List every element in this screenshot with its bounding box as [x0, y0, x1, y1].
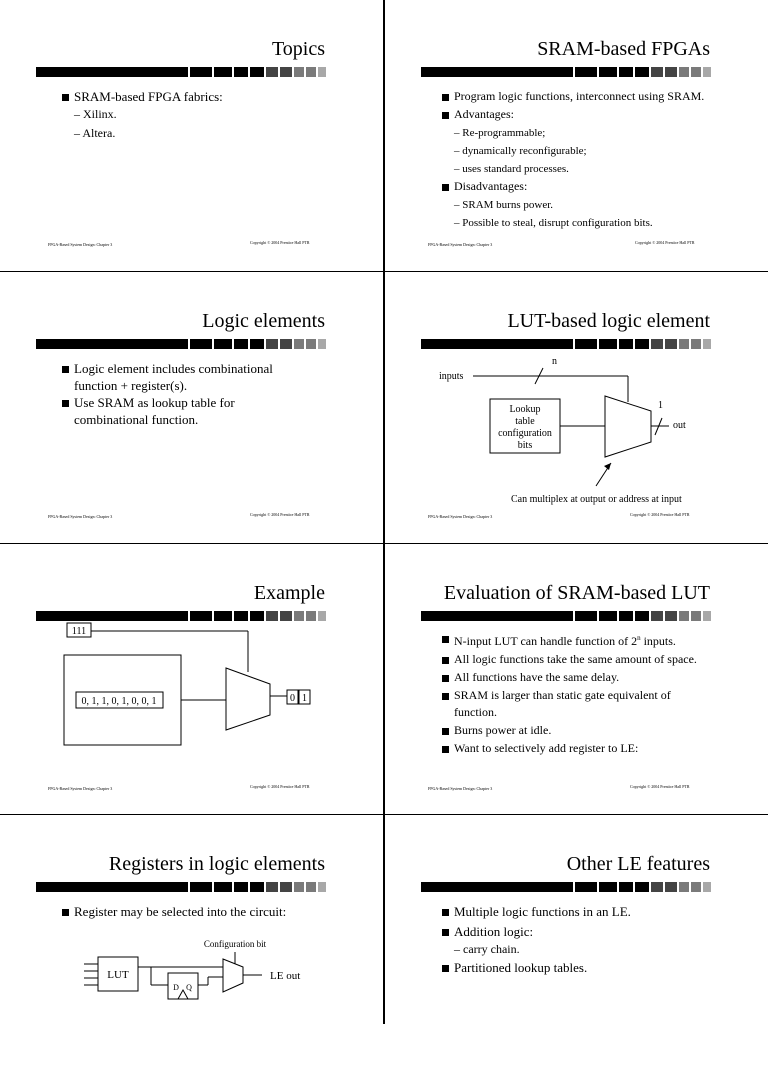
title-bar — [36, 339, 326, 349]
bullet-list — [442, 903, 732, 976]
box-line: table — [515, 416, 535, 427]
sub-item: – SRAM burns power. — [454, 199, 554, 211]
bullet-item: Register may be selected into the circuit: — [62, 903, 352, 920]
box-line: configuration — [498, 428, 552, 439]
bullet-item: Partitioned lookup tables. — [442, 959, 732, 976]
slide-sram-based-fpgas — [385, 0, 768, 270]
title-bar-segment — [214, 67, 232, 77]
out-value-1: 1 — [302, 693, 307, 704]
out-value-0: 0 — [290, 693, 295, 704]
slide-title: Topics — [271, 38, 325, 60]
footer-left: FPGA-Based System Design: Chapter 3 — [428, 786, 493, 791]
bullet-list — [62, 88, 352, 143]
title-bar-segment — [703, 67, 711, 77]
slide-other-le-features — [385, 815, 768, 1085]
sub-item: – Possible to steal, disrupt configuration bits. — [454, 217, 653, 229]
sub-item: – uses standard processes. — [454, 163, 569, 175]
title-bar-segment — [190, 67, 212, 77]
title-bar-segment — [679, 67, 689, 77]
footer-right: Copyright © 2004 Prentice Hall PTR — [630, 512, 690, 517]
title-bar-segment — [575, 611, 597, 621]
title-bar-segment — [575, 882, 597, 892]
slide-title: Example — [253, 582, 325, 604]
bullet-item: Program logic functions, interconnect using SRAM. — [442, 88, 712, 105]
title-bar-segment — [665, 882, 677, 892]
superscript: n — [637, 634, 641, 642]
title-bar-segment — [651, 611, 663, 621]
inputs-label: inputs — [439, 371, 464, 382]
title-bar-segment — [599, 882, 617, 892]
d-label: D — [173, 983, 179, 992]
title-bar-segment — [318, 67, 326, 77]
title-bar-segment — [306, 67, 316, 77]
bullet-item: Multiple logic functions in an LE. — [442, 903, 732, 920]
lut-diagram — [385, 272, 768, 542]
footer-right: Copyright © 2004 Prentice Hall PTR — [250, 240, 310, 245]
contents-label: 0, 1, 1, 0, 1, 0, 0, 1 — [81, 696, 157, 707]
title-bar-segment — [665, 611, 677, 621]
title-bar-segment — [421, 882, 573, 892]
title-bar — [36, 67, 326, 77]
box-line: bits — [517, 440, 533, 451]
footer-left: FPGA-Based System Design: Chapter 3 — [48, 786, 113, 791]
bullet-item: Addition logic: — [442, 923, 732, 940]
bullet-text: N-input LUT can handle function of 2 — [454, 634, 638, 648]
footer-left: FPGA-Based System Design: Chapter 3 — [48, 514, 113, 519]
title-bar-segment — [703, 882, 711, 892]
title-bar-segment — [599, 611, 617, 621]
title-bar-segment — [294, 67, 304, 77]
bullet-item: Logic element includes combinational function + register(s). — [62, 360, 302, 394]
title-bar-segment — [635, 882, 649, 892]
title-bar-segment — [635, 67, 649, 77]
title-bar-segment — [691, 882, 701, 892]
out-label: out — [673, 420, 686, 431]
footer-right: Copyright © 2004 Prentice Hall PTR — [630, 784, 690, 789]
title-bar — [421, 882, 711, 892]
bullet-item: All logic functions take the same amount of space. — [442, 651, 712, 668]
slide-title: Other LE features — [566, 853, 710, 875]
title-bar-segment — [190, 339, 212, 349]
bullet-item — [442, 630, 712, 650]
sub-item: – dynamically reconfigurable; — [454, 145, 587, 157]
title-bar-segment — [266, 339, 278, 349]
bullet-list — [62, 360, 302, 428]
config-bit-label: Configuration bit — [203, 939, 267, 949]
slide-registers-in-logic-elements — [0, 815, 383, 1085]
title-bar-segment — [280, 339, 292, 349]
multiplexer — [223, 959, 243, 992]
multiplexer — [605, 396, 651, 457]
title-bar-segment — [619, 882, 633, 892]
title-bar-segment — [679, 882, 689, 892]
title-bar-segment — [214, 339, 232, 349]
lut-label: LUT — [107, 969, 129, 981]
slide-evaluation-of-sram-based-lut — [385, 544, 768, 814]
title-bar-segment — [421, 611, 573, 621]
title-bar-segment — [250, 67, 264, 77]
title-bar-segment — [679, 611, 689, 621]
slide-logic-elements — [0, 272, 383, 542]
title-bar-segment — [691, 67, 701, 77]
title-bar-segment — [691, 611, 701, 621]
example-diagram — [0, 544, 383, 814]
title-bar-segment — [250, 339, 264, 349]
title-bar-segment — [234, 67, 248, 77]
slide-title: SRAM-based FPGAs — [537, 38, 710, 60]
title-bar-segment — [318, 339, 326, 349]
footer-left: FPGA-Based System Design: Chapter 3 — [48, 242, 113, 247]
footer-left: FPGA-Based System Design: Chapter 3 — [428, 514, 493, 519]
sub-item: – carry chain. — [454, 942, 520, 956]
one-label: 1 — [658, 400, 663, 411]
sub-item: – Xilinx. — [74, 107, 117, 121]
bullet-item: SRAM-based FPGA fabrics: — [62, 88, 352, 105]
slide-topics — [0, 0, 383, 270]
footer-right: Copyright © 2004 Prentice Hall PTR — [250, 512, 310, 517]
title-bar-segment — [36, 67, 188, 77]
title-bar-segment — [575, 67, 597, 77]
bullet-item: All functions have the same delay. — [442, 669, 712, 686]
sub-item: – Re-programmable; — [454, 127, 546, 139]
q-label: Q — [186, 983, 192, 992]
title-bar — [421, 611, 711, 621]
address-label: 111 — [71, 626, 87, 637]
slide-title: Evaluation of SRAM-based LUT — [443, 582, 710, 604]
le-out-label: LE out — [270, 970, 301, 982]
title-bar-segment — [599, 67, 617, 77]
title-bar-segment — [421, 67, 573, 77]
title-bar-segment — [266, 67, 278, 77]
slide-example — [0, 544, 383, 814]
n-label: n — [552, 356, 557, 367]
slide-lut-based-logic-element — [385, 272, 768, 542]
slide-title: LUT-based logic element — [507, 310, 710, 332]
bullet-item: Advantages: — [442, 106, 712, 123]
title-bar-segment — [36, 339, 188, 349]
multiplexer — [226, 668, 270, 730]
title-bar-segment — [294, 339, 304, 349]
caption: Can multiplex at output or address at input — [511, 494, 682, 505]
bullet-item: Use SRAM as lookup table for combinational function. — [62, 394, 302, 428]
title-bar-segment — [619, 611, 633, 621]
register-diagram — [0, 815, 383, 1024]
title-bar-segment — [651, 67, 663, 77]
slide-title: Registers in logic elements — [108, 853, 325, 875]
footer-left: FPGA-Based System Design: Chapter 3 — [428, 242, 493, 247]
title-bar — [421, 67, 711, 77]
title-bar-segment — [619, 67, 633, 77]
footer-right: Copyright © 2004 Prentice Hall PTR — [635, 240, 695, 245]
slide-title: Logic elements — [202, 310, 325, 332]
bullet-text: inputs. — [640, 634, 676, 648]
bullet-item: Burns power at idle. — [442, 722, 712, 739]
sub-item: – Altera. — [74, 126, 116, 140]
title-bar-segment — [703, 611, 711, 621]
box-line: Lookup — [509, 404, 541, 415]
bullet-list — [442, 630, 712, 758]
bullet-item: Want to selectively add register to LE: — [442, 740, 712, 757]
title-bar-segment — [234, 339, 248, 349]
bullet-list — [442, 88, 712, 232]
bullet-item: Disadvantages: — [442, 178, 712, 195]
title-bar-segment — [635, 611, 649, 621]
bullet-item: SRAM is larger than static gate equivalent of function. — [442, 687, 712, 721]
title-bar-segment — [280, 67, 292, 77]
title-bar-segment — [665, 67, 677, 77]
footer-right: Copyright © 2004 Prentice Hall PTR — [250, 784, 310, 789]
title-bar-segment — [651, 882, 663, 892]
title-bar-segment — [306, 339, 316, 349]
